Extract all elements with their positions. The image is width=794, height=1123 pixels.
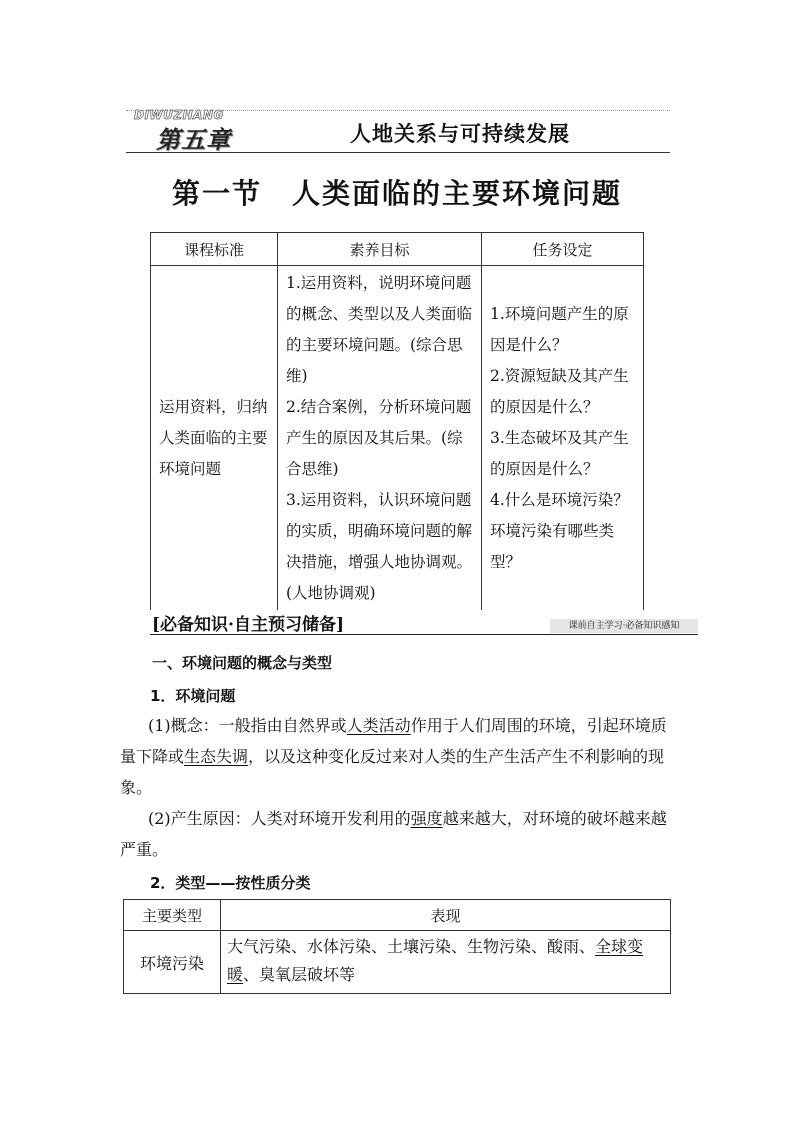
section-title: 第一节 人类面临的主要环境问题 xyxy=(171,177,622,210)
header-task: 任务设定 xyxy=(482,233,644,266)
cell-line: 因是什么？ xyxy=(490,335,568,354)
underlined-term: 人类活动 xyxy=(346,716,411,735)
cell-line: 3.运用资料，认识环境问题 xyxy=(286,490,472,509)
manifestation-cell xyxy=(221,931,671,994)
cell-line: 的实质，明确环境问题的解 xyxy=(286,521,473,540)
cell-line: 维) xyxy=(286,366,308,385)
chapter-title: 人地关系与可持续发展 xyxy=(350,121,570,146)
paragraph-concept xyxy=(120,710,680,803)
cell-line: 3.生态破坏及其产生 xyxy=(490,428,629,447)
type-cell: 环境污染 xyxy=(124,931,221,994)
course-standard-cell xyxy=(151,266,278,611)
text-span: (2)产生原因：人类对环境开发利用的 xyxy=(148,809,411,828)
cell-line: 环境问题 xyxy=(159,459,222,478)
cell-line: 1.运用资料，说明环境问题 xyxy=(286,273,472,292)
types-table-header xyxy=(124,900,671,931)
header-main-type: 主要类型 xyxy=(124,900,221,931)
text-span: 作用于人们周围的环境，引起环境质量下降或 xyxy=(120,716,667,766)
types-table xyxy=(123,899,671,994)
header-course-standard: 课程标准 xyxy=(151,233,278,266)
literacy-goal-cell xyxy=(278,266,482,611)
underlined-term: 生态失调 xyxy=(184,747,249,766)
chapter-pinyin: DIWUZHANG xyxy=(134,108,224,122)
cell-line: 2.资源短缺及其产生 xyxy=(490,366,629,385)
cell-line: 的原因是什么？ xyxy=(490,397,599,416)
text-span: (1)概念：一般指由自然界或 xyxy=(148,716,347,735)
heading-concept-types: 一、环境问题的概念与类型 xyxy=(152,654,333,672)
underlined-term: 全球变暖 xyxy=(227,937,644,984)
standards-table-header xyxy=(151,233,644,266)
text-span: ，以及这种变化反过来对人类的生产生活产生不利影响的现象。 xyxy=(120,747,665,797)
header-manifestation: 表现 xyxy=(221,900,671,931)
standards-table xyxy=(150,232,644,610)
types-table-row xyxy=(124,931,671,994)
standards-table-row xyxy=(151,266,644,611)
paragraph-cause xyxy=(120,803,680,865)
text-span: 大气污染、水体污染、土壤污染、生物污染、酸雨、 xyxy=(227,937,596,956)
underlined-term: 强度 xyxy=(410,809,443,828)
cell-line: 决措施，增强人地协调观。 xyxy=(286,552,473,571)
cell-line: 的主要环境问题。(综合思 xyxy=(286,335,463,354)
knowledge-bar-rule xyxy=(150,634,698,635)
cell-line: 产生的原因及其后果。(综 xyxy=(286,428,463,447)
header-rule xyxy=(126,152,670,153)
cell-line: 运用资料，归纳 xyxy=(159,397,268,416)
text-span: 越来越大，对环境的破坏越来越严重。 xyxy=(120,809,667,859)
cell-line: 合思维) xyxy=(286,459,339,478)
cell-line: 2.结合案例，分析环境问题 xyxy=(286,397,472,416)
cell-line: 4.什么是环境污染？ xyxy=(490,490,629,509)
task-cell xyxy=(482,266,644,611)
chapter-badge: 第五章 xyxy=(156,126,231,154)
text-span: 、臭氧层破坏等 xyxy=(243,965,356,984)
cell-line: 1.环境问题产生的原 xyxy=(490,304,629,323)
cell-line: 人类面临的主要 xyxy=(159,428,268,447)
knowledge-bar-title: [必备知识·自主预习储备] xyxy=(152,615,345,635)
heading-types: 2．类型——按性质分类 xyxy=(150,874,311,892)
cell-line: 型？ xyxy=(490,552,522,571)
cell-line: (人地协调观) xyxy=(286,583,376,602)
cell-line: 环境污染有哪些类 xyxy=(490,521,615,540)
cell-line: 的原因是什么？ xyxy=(490,459,599,478)
cell-line: 的概念、类型以及人类面临 xyxy=(286,304,473,323)
heading-environment-issue: 1．环境问题 xyxy=(150,687,236,705)
knowledge-bar-tag: 课前自主学习·必备知识感知 xyxy=(550,619,698,633)
header-literacy-goal: 素养目标 xyxy=(278,233,482,266)
